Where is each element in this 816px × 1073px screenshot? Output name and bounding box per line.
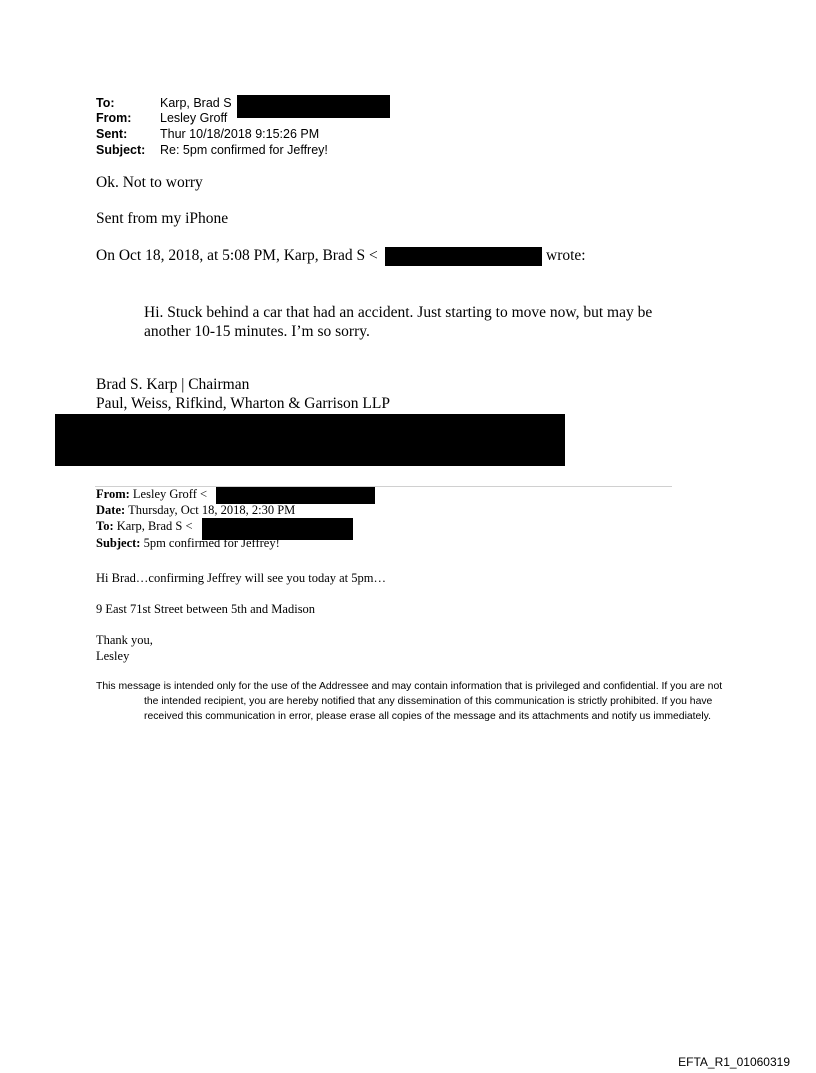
fw-to-label: To: <box>96 519 114 533</box>
from-label: From: <box>96 111 132 125</box>
fw-to <box>96 519 193 534</box>
fw-date-label: Date: <box>96 503 126 517</box>
fw-subject-value: 5pm confirmed for Jeffrey! <box>143 536 280 550</box>
from-value: Lesley Groff <box>160 111 228 125</box>
to-value: Karp, Brad S <box>160 96 232 110</box>
subject-label: Subject: <box>96 143 146 157</box>
sent-value: Thur 10/18/2018 9:15:26 PM <box>160 127 320 141</box>
sent-label: Sent: <box>96 127 128 141</box>
document-id: EFTA_R1_01060319 <box>678 1055 790 1069</box>
quoted-message: Hi. Stuck behind a car that had an accident. Just starting to move now, but may be another 10-15 minutes. I’m so sorry. <box>144 304 653 340</box>
reply-line: Ok. Not to worry <box>96 174 203 191</box>
redaction-block <box>55 414 565 466</box>
redaction-block <box>237 95 390 118</box>
subject-value: Re: 5pm confirmed for Jeffrey! <box>160 143 328 157</box>
signature-firm: Paul, Weiss, Rifkind, Wharton & Garrison LLP <box>96 395 390 412</box>
quote-intro-end: wrote: <box>546 247 586 264</box>
legal-disclaimer: This message is intended only for the use of the Addressee and may contain information that is privileged and confidential. If you are not the intended recipient, you are hereby notified that any dissemination of this communication is strictly prohibited. If you have received this communication in error, please erase all copies of the message and its attachments and notify us immediately. <box>96 681 723 722</box>
fw-address: 9 East 71st Street between 5th and Madison <box>96 602 316 616</box>
fw-to-value: Karp, Brad S < <box>116 519 193 533</box>
sent-from-iphone: Sent from my iPhone <box>96 210 229 227</box>
fw-subject <box>96 536 280 551</box>
fw-sender-name: Lesley <box>96 649 130 663</box>
fw-from-value: Lesley Groff < <box>132 487 208 501</box>
to-label: To: <box>96 96 115 110</box>
fw-from-label: From: <box>96 487 130 501</box>
fw-subject-label: Subject: <box>96 536 141 550</box>
signature-name: Brad S. Karp | Chairman <box>96 376 250 393</box>
fw-from <box>96 487 207 502</box>
fw-body-line: Hi Brad…confirming Jeffrey will see you today at 5pm… <box>96 571 386 585</box>
fw-closing: Thank you, <box>96 633 153 647</box>
redaction-block <box>216 487 375 504</box>
fw-date <box>96 503 295 518</box>
fw-date-value: Thursday, Oct 18, 2018, 2:30 PM <box>128 503 296 517</box>
redaction-block <box>385 247 542 266</box>
quote-intro: On Oct 18, 2018, at 5:08 PM, Karp, Brad S < <box>96 247 378 264</box>
